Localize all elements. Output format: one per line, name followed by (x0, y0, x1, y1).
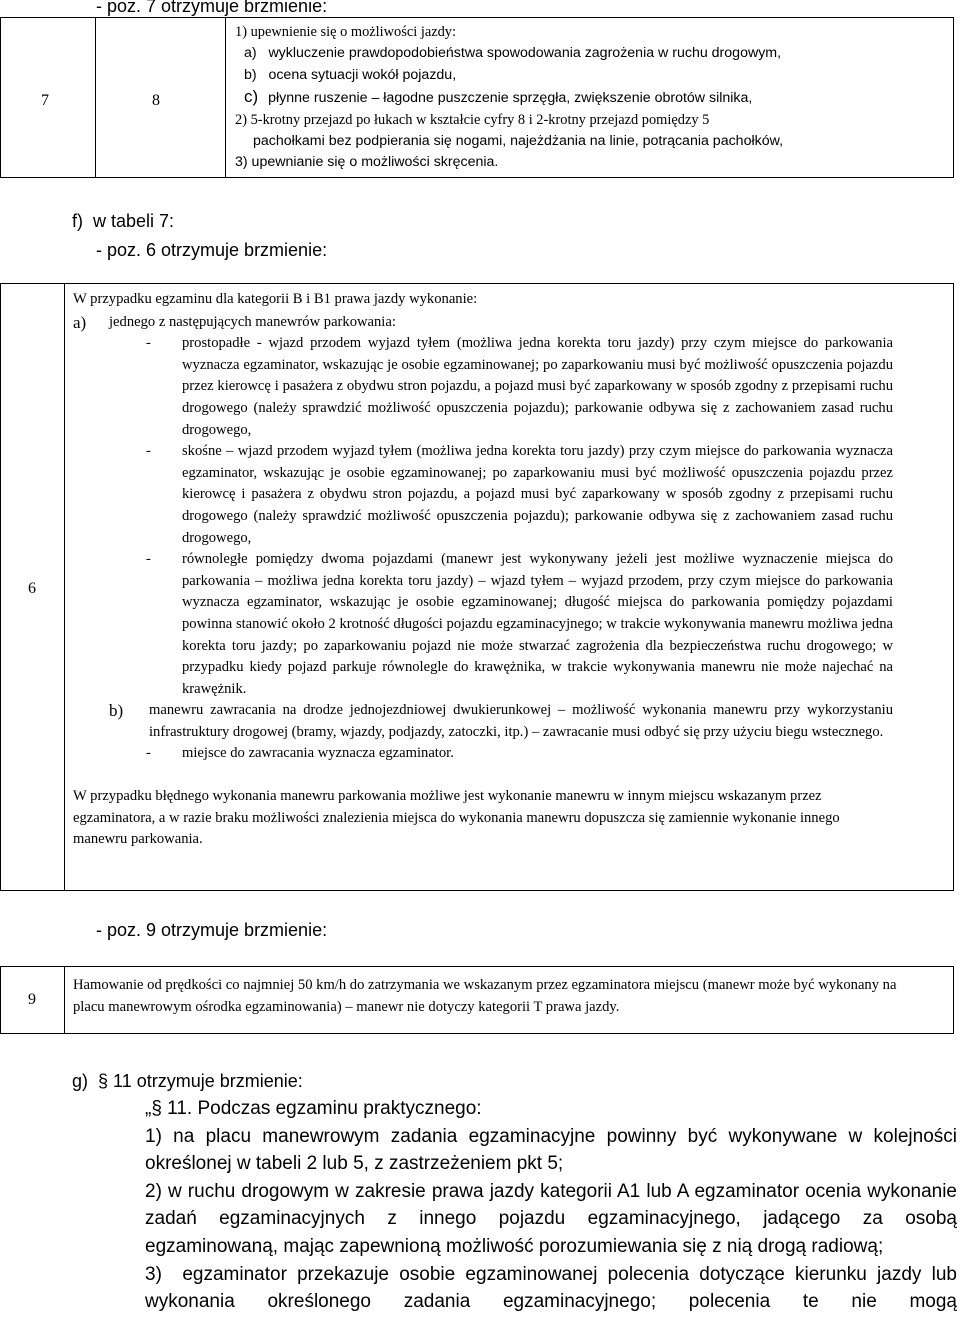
item-text: równoległe pomiędzy dwoma pojazdami (manewr jest wykonywany jeżeli jest możliwe wyznaczenie miejsca do parkowania – możliwa jedna korekta toru jazdy) – wjazd tyłem – wyjazd przodem, przy czym miejsce do parkowania wyznacza egzaminator, wskazując je osobie egzaminowanej; długość miejsca do parkowania pomiędzy pojazdami powinna stanowić około 2 krotność długości pojazdu egzaminacyjnego; w trakcie wykonywania manewru możliwa jedna korekta toru jazdy; po zaparkowaniu pojazd nie może stwarzać zagrożenia dla bezpieczeństwa ruchu drogowego; w przypadku kiedy pojazd parkuje równolegle do krawężnika, w trakcie wykonywania manewru nie może najechać na krawężnik. (182, 551, 893, 697)
item-marker: b) (109, 701, 124, 721)
table-divider (64, 284, 65, 890)
table-divider (225, 18, 226, 177)
list-item-rownolegle (73, 549, 893, 700)
section-f-label: f) w tabeli 7: (72, 211, 175, 231)
table-poz-6 (0, 283, 954, 891)
text-line: pachołkami bez podpierania się nogami, najeżdżania na linie, potrącania pachołków, (253, 133, 784, 150)
list-item-c (235, 86, 945, 109)
item-text: manewru zawracania na drodze jednojezdniowej dwukierunkowej – możliwość wykonania manewru przy wykorzystaniu infrastruktury drogowej (bramy, wjazdy, podjazdy, zatoczki, itp.) – zawracanie musi odbyć się przy użyciu biegu wstecznego. (149, 702, 893, 740)
footer-text: W przypadku błędnego wykonania manewru parkowania możliwe jest wykonanie manewru w innym miejscu wskazanym przez egzaminatora, a w razie braku możliwości znalezienia miejsca do wykonania manewru dopuszcza się zamiennie wykonanie innego manewru parkowania. (73, 788, 840, 848)
list-item-a (73, 312, 893, 334)
cell-poz-number: 9 (28, 991, 36, 1008)
heading-poz-9: - poz. 9 otrzymuje brzmienie: (96, 920, 328, 940)
item-text: skośne – wjazd przodem wyjazd tyłem (możliwa jedna korekta toru jazdy) przy czym miejsce do parkowania wyznacza egzaminator, wskazując je osobie egzaminowanej; po zaparkowaniu musi być możliwość opuszczenia pojazdu przez kierowcę i pasażera z obydwu stron pojazdu, a pojazd musi być zaparkowany w sposób zgodny z przepisami ruchu drogowego (należy sprawdzić możliwość opuszczenia pojazdu); parkowanie odbywa się z zachowaniem zasad ruchu drogowego, (182, 443, 893, 546)
item-text: jednego z następujących manewrów parkowania: (109, 313, 396, 330)
paragraph-2: 2) w ruchu drogowym w zakresie prawa jazdy kategorii A1 lub A egzaminator ocenia wykonanie zadań egzaminacyjnych z innego pojazdu egzaminacyjnego, jadącego za osobą egzaminowaną, mając zapewnioną możliwość porozumiewania się z nią drogą radiową; (145, 1180, 957, 1257)
list-item-b-dash (73, 743, 893, 765)
item-text: prostopadłe - wjazd przodem wyjazd tyłem (możliwa jedna korekta toru jazdy) przy czym miejsce do parkowania wyznacza egzaminator, wskazując je osobie egzaminowanej; po zaparkowaniu musi być możliwość opuszczenia pojazdu przez kierowcę i pasażera z obydwu stron pojazdu, a pojazd musi być zaparkowany w sposób zgodny z przepisami ruchu drogowego (należy sprawdzić możliwość opuszczenia pojazdu); parkowanie odbywa się z zachowaniem zasad ruchu drogowego, (182, 335, 893, 438)
cell-column-8-number: 8 (152, 92, 160, 109)
text-line: płynne ruszenie – łagodne puszczenie sprzęgła, zwiększenie obrotów silnika, (268, 90, 753, 107)
item-marker: c) (244, 87, 259, 107)
table-poz-9 (0, 966, 954, 1034)
section-g-body (145, 1095, 957, 1316)
cell-poz-number: 7 (41, 92, 49, 109)
text-line: b) ocena sytuacji wokół pojazdu, (244, 66, 457, 83)
intro-text: W przypadku egzaminu dla kategorii B i B1 prawa jazdy wykonanie: (73, 291, 478, 307)
list-item-b (73, 700, 893, 743)
dash-marker: - (146, 745, 151, 762)
table-divider (95, 18, 96, 177)
paragraph-1: 1) na placu manewrowym zadania egzaminacyjne powinny być wykonywane w kolejności określonej w tabeli 2 lub 5, z zastrzeżeniem pkt 5; (145, 1125, 957, 1175)
paragraph-3: 3) egzaminator przekazuje osobie egzaminowanej polecenia dotyczące kierunku jazdy lub wykonania określonego zadania egzaminacyjnego; polecenia te nie mogą (145, 1263, 957, 1313)
section-g-label: g) § 11 otrzymuje brzmienie: (72, 1071, 303, 1091)
heading-poz-6: - poz. 6 otrzymuje brzmienie: (96, 240, 328, 260)
list-item-skosne (73, 441, 893, 549)
dash-marker: - (146, 335, 151, 352)
heading-poz-7: - poz. 7 otrzymuje brzmienie: (96, 0, 328, 16)
dash-marker: - (146, 443, 151, 460)
table-divider (64, 967, 65, 1033)
text-line: a) wykluczenie prawdopodobieństwa spowodowania zagrożenia w ruchu drogowym, (244, 45, 782, 62)
table-poz-6-content (73, 289, 893, 851)
item-marker: a) (73, 312, 87, 332)
list-item-prostopadle (73, 333, 893, 441)
cell-poz-number: 6 (28, 580, 36, 597)
text-line: 2) 5-krotny przejazd po łukach w kształcie cyfry 8 i 2-krotny przejazd pomiędzy 5 (235, 111, 710, 128)
paragraph-title: „§ 11. Podczas egzaminu praktycznego: (145, 1098, 482, 1119)
item-text: miejsce do zawracania wyznacza egzaminator. (182, 745, 454, 762)
table-poz-7 (0, 17, 954, 178)
text-line: 1) upewnienie się o możliwości jazdy: (235, 24, 456, 40)
table-poz-9-content: Hamowanie od prędkości co najmniej 50 km/h do zatrzymania we wskazanym przez egzaminatora miejscu (manewr może być wykonany na placu manewrowym ośrodka egzaminowania) – manewr nie dotyczy kategorii T prawa jazdy. (73, 977, 897, 1015)
text-line: 3) upewnianie się o możliwości skręcenia. (235, 154, 499, 171)
dash-marker: - (146, 551, 151, 568)
table-poz-7-content (235, 22, 945, 174)
